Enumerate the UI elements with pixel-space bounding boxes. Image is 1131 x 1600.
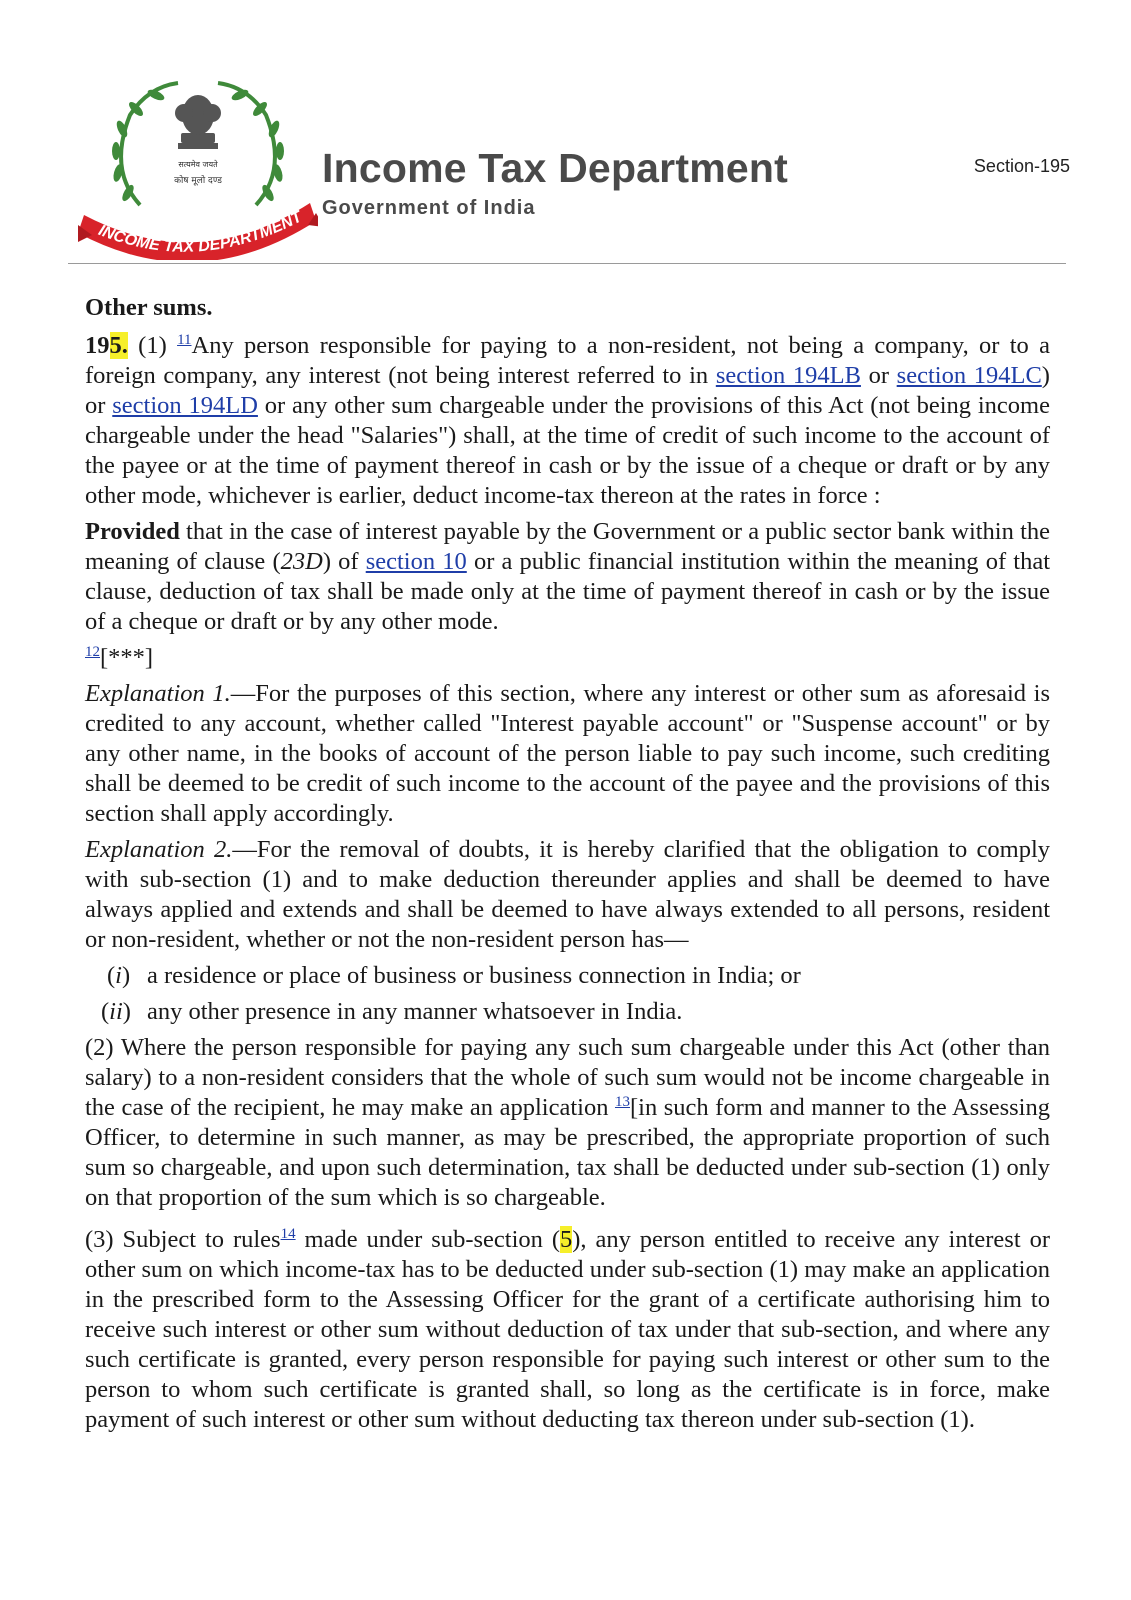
omitted-proviso: $^{12}$[***]: [85, 643, 154, 671]
footnote-link-14[interactable]: 14: [280, 1225, 296, 1242]
proviso: Provided that in the case of interest payable by the Government or a public sector bank within the meaning of clause (23D) of section 10 or a public financial institution within the meaning of that clause, deduction of tax shall be made only at the time of payment thereof in cash or by the issue of a cheque or draft or by any other mode.: [85, 518, 1050, 635]
org-name: Income Tax Department: [322, 145, 788, 191]
footnote-link-13[interactable]: 13: [614, 1093, 630, 1110]
income-tax-department-logo: [78, 75, 318, 260]
org-subtitle: Government of India: [322, 197, 536, 219]
highlight: 5: [560, 1226, 573, 1253]
sub-section-1: 195. (1) $^{11}$Any person responsible for paying to a non-resident, not being a company, or to a foreign company, any interest (not being interest referred to in section 194LB or section 194LC) or section 194LD or any other sum chargeable under the provisions of this Act (not being income chargeable under the head "Salaries") shall, at the time of credit of such income to the account of the payee or at the time of payment thereof in cash or by the issue of a cheque or draft or by any other mode, whichever is earlier, deduct income-tax thereon at the rates in force :: [85, 331, 1050, 509]
brand-block: [322, 145, 788, 220]
link-section-194lc[interactable]: section 194LC: [896, 362, 1042, 389]
link-section-10[interactable]: section 10: [365, 548, 467, 575]
section-title: Other sums.: [85, 294, 213, 321]
list-item: (ii) any other presence in any manner whatsoever in India.: [101, 998, 683, 1025]
explanation-1: Explanation 1.—For the purposes of this section, where any interest or other sum as aforesaid is credited to any account, whether called "Interest payable account" or "Suspense account" or by any other name, in the books of account of the person liable to pay such income, such crediting shall be deemed to be credit of such income to the account of the payee and the provisions of this section shall apply accordingly.: [85, 680, 1051, 827]
link-section-194lb[interactable]: section 194LB: [715, 362, 861, 389]
footnote-link-11[interactable]: 11: [177, 331, 192, 348]
sub-section-2: (2) Where the person responsible for paying any such sum chargeable under this Act (other than salary) to a non-resident considers that the whole of such sum would not be income chargeable in the case of the recipient, he may make an application $^{13}$[in such form and manner to the Assessing Officer, to determine in such manner, as may be prescribed, the appropriate proportion of such sum so chargeable, and upon such determination, tax shall be deducted under sub-section (1) only on that proportion of the sum which is so chargeable.: [85, 1034, 1050, 1211]
sub-section-3: (3) Subject to rules$^{14}$ made under sub-section (5), any person entitled to receive any interest or other sum on which income-tax has to be deducted under sub-section (1) may make an application in the prescribed form to the Assessing Officer for the grant of a certificate authorising him to receive such interest or other sum without deduction of tax under that sub-section, and where any such certificate is granted, every person responsible for paying such interest or other sum to the person to whom such certificate is granted shall, so long as the certificate is in force, make payment of such interest or other sum without deducting tax thereon under sub-section (1).: [85, 1225, 1050, 1433]
svg-text:INCOME TAX DEPARTMENT: INCOME TAX DEPARTMENT: [95, 208, 305, 256]
svg-text:सत्यमेव जयते: सत्यमेव जयते: [178, 160, 218, 169]
svg-text:कोष मूलो दण्ड: कोष मूलो दण्ड: [174, 176, 222, 186]
explanation-2: Explanation 2.—For the removal of doubts, it is hereby clarified that the obligation to comply with sub-section (1) and to make deduction thereunder applies and shall be deemed to have always applied and extends and shall be deemed to have always extended to all persons, resident or non-resident, whether or not the non-resident person has—: [85, 836, 1050, 953]
section-tag: Section-195: [973, 156, 1070, 176]
header-divider: [68, 263, 1066, 264]
page-header: [70, 60, 1070, 260]
link-section-194ld[interactable]: section 194LD: [112, 392, 258, 419]
footnote-link-12[interactable]: 12: [85, 643, 100, 660]
list-item: (i) a residence or place of business or business connection in India; or: [107, 962, 801, 989]
section-number: 195.: [85, 332, 128, 359]
highlight: 5.: [109, 332, 128, 359]
document-body: [85, 293, 1050, 1435]
